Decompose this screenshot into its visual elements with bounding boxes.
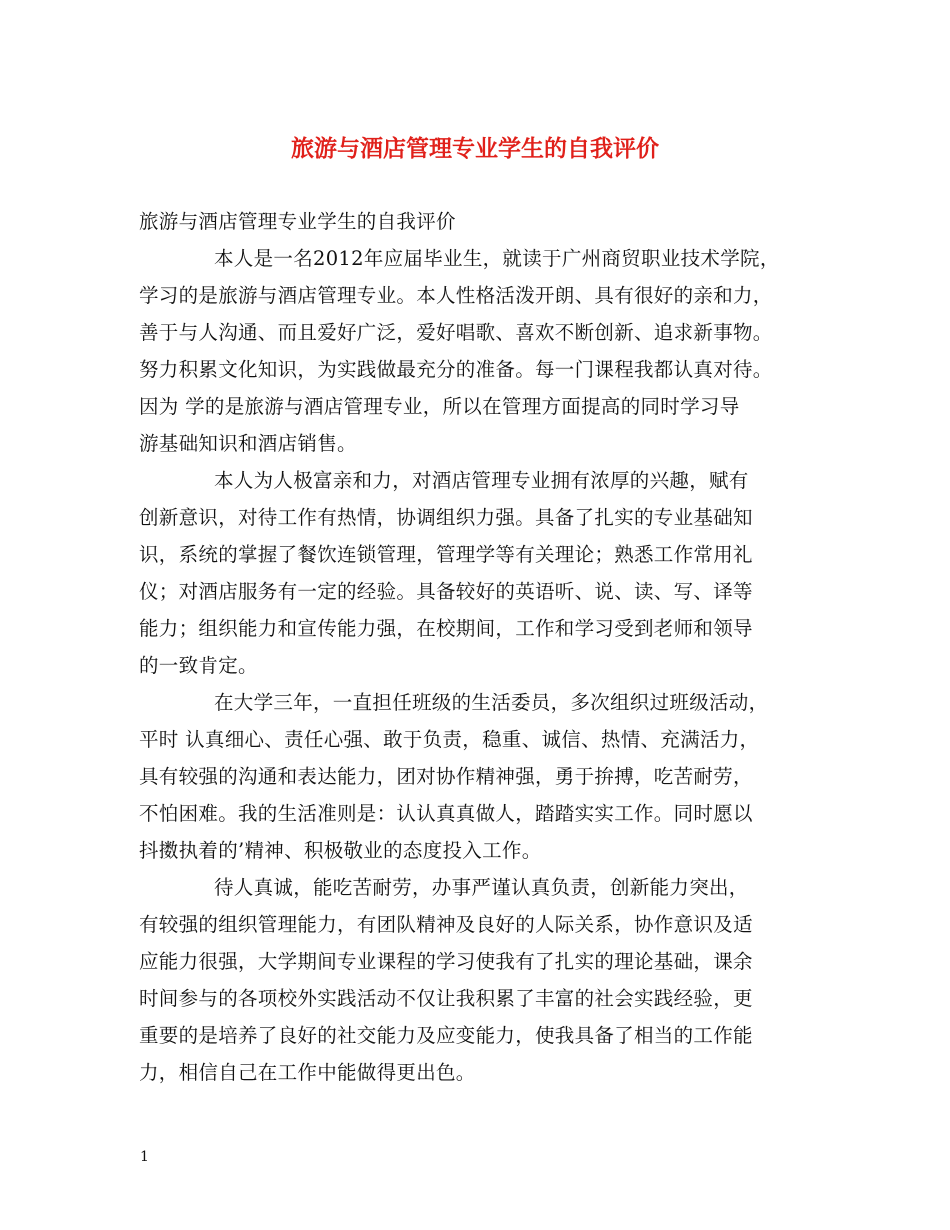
text-line: 具有较强的沟通和表达能力，团对协作精神强，勇于拚搏，吃苦耐劳， bbox=[139, 765, 753, 788]
text-line: 时间参与的各项校外实践活动不仅让我积累了丰富的社会实践经验，更 bbox=[139, 987, 753, 1010]
document-body bbox=[139, 203, 819, 1091]
text-line: 游基础知识和酒店销售。 bbox=[139, 432, 357, 455]
text-line: 抖擞执着的’精神、积极敬业的态度投入工作。 bbox=[139, 839, 542, 862]
text-line: 能力；组织能力和宣传能力强，在校期间，工作和学习受到老师和领导 bbox=[139, 617, 753, 640]
text-line: 重要的是培养了良好的社交能力及应变能力，使我具备了相当的工作能 bbox=[139, 1024, 753, 1047]
text-line: 本人为人极富亲和力，对酒店管理专业拥有浓厚的兴趣，赋有 bbox=[214, 469, 749, 492]
text-line: 本人是一名2012年应届毕业生，就读于广州商贸职业技术学院， bbox=[214, 247, 780, 270]
document-title: 旅游与酒店管理专业学生的自我评价 bbox=[291, 135, 659, 162]
text-line: 不怕困难。我的生活准则是：认认真真做人，踏踏实实工作。同时愿以 bbox=[139, 802, 753, 825]
text-line: 的一致肯定。 bbox=[139, 654, 258, 677]
page-number: 1 bbox=[140, 1149, 149, 1165]
text-line: 学习的是旅游与酒店管理专业。本人性格活泼开朗、具有很好的亲和力， bbox=[139, 284, 773, 307]
text-line: 平时 认真细心、责任心强、敢于负责，稳重、诚信、热情、充满活力， bbox=[139, 728, 760, 751]
text-line: 识，系统的掌握了餐饮连锁管理，管理学等有关理论；熟悉工作常用礼 bbox=[139, 543, 753, 566]
text-line: 力，相信自己在工作中能做得更出色。 bbox=[139, 1061, 476, 1084]
text-line: 善于与人沟通、而且爱好广泛，爱好唱歌、喜欢不断创新、追求新事物。 bbox=[139, 321, 773, 344]
text-line: 努力积累文化知识，为实践做最充分的准备。每一门课程我都认真对待。 bbox=[139, 358, 773, 381]
text-line: 旅游与酒店管理专业学生的自我评价 bbox=[139, 210, 456, 233]
text-line: 有较强的组织管理能力，有团队精神及良好的人际关系，协作意识及适 bbox=[139, 913, 753, 936]
text-line: 在大学三年，一直担任班级的生活委员，多次组织过班级活动， bbox=[214, 691, 769, 714]
text-line: 创新意识，对待工作有热情，协调组织力强。具备了扎实的专业基础知 bbox=[139, 506, 753, 529]
text-line: 应能力很强，大学期间专业课程的学习使我有了扎实的理论基础，课余 bbox=[139, 950, 753, 973]
text-line: 待人真诚，能吃苦耐劳，办事严谨认真负责，创新能力突出， bbox=[214, 876, 749, 899]
text-line: 仪；对酒店服务有一定的经验。具备较好的英语听、说、读、写、译等 bbox=[139, 580, 753, 603]
text-line: 因为 学的是旅游与酒店管理专业，所以在管理方面提高的同时学习导 bbox=[139, 395, 740, 418]
